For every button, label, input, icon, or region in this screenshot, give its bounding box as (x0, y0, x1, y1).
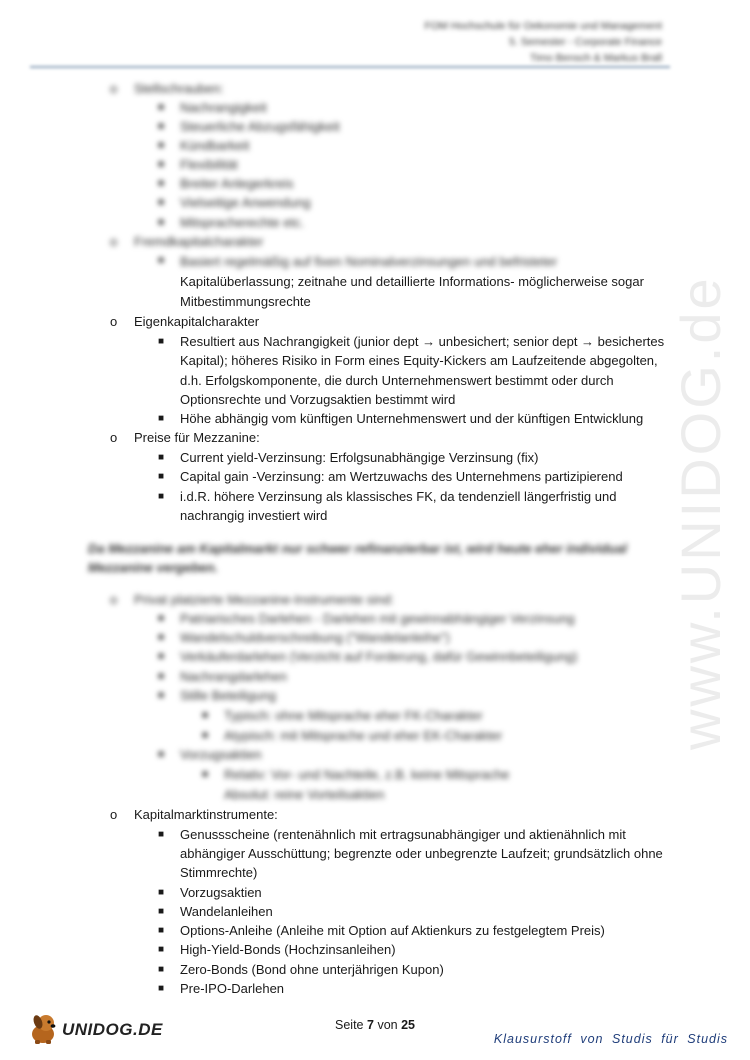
bullet-square: ■ (158, 887, 165, 898)
list-item: Capital gain -Verzinsung: am Wertzuwachs des Unternehmens partizipierend (180, 469, 623, 484)
text-line: Optionsrechte und Vorzugsaktien bestimmt wird (180, 392, 456, 407)
list-item: Zero-Bonds (Bond ohne unterjährigen Kupon) (180, 962, 444, 977)
bullet-square: ■ (158, 413, 165, 424)
bullet-square: ■ (202, 730, 209, 741)
header-line-3: Timo Bensch & Markus Brall (529, 52, 662, 64)
list-item: Breiter Anlegerkreis (180, 176, 294, 191)
page-of-label: von (377, 1018, 398, 1032)
note-line: Mezzanine vergeben. (88, 560, 219, 575)
watermark: www.UNIDOG.de (669, 275, 732, 750)
page-label: Seite (335, 1018, 364, 1032)
page-header (424, 18, 662, 66)
total-pages: 25 (401, 1018, 415, 1032)
header-line-2: 5. Semester - Corporate Finance (509, 36, 662, 48)
bullet-square: ■ (158, 925, 165, 936)
bullet-square: ■ (158, 983, 165, 994)
preise-heading: Preise für Mezzanine: (134, 430, 260, 445)
list-item: Options-Anleihe (Anleihe mit Option auf Aktienkurs zu festgelegtem Preis) (180, 923, 605, 938)
logo-text: UNIDOG.DE (62, 1020, 163, 1039)
bullet-square: ■ (158, 671, 165, 682)
bullet-square: ■ (158, 452, 165, 463)
current-page: 7 (367, 1018, 374, 1032)
list-item: Relativ: Vor- und Nachteile, z.B. keine Mitsprache (224, 767, 510, 782)
bullet-square: ■ (158, 964, 165, 975)
bullet-circle: o (110, 807, 118, 822)
list-item: Wandelanleihen (180, 904, 273, 919)
bullet-square: ■ (158, 491, 165, 502)
bullet-circle: o (110, 592, 118, 607)
text-line: d.h. Erfolgskomponente, die durch Unternehmenswert bestimmt oder durch (180, 373, 614, 388)
list-item: Genussscheine (rentenähnlich mit ertragsunabhängiger und aktienähnlich mit (180, 827, 626, 842)
list-item: Vorzugsaktien (180, 747, 262, 762)
bullet-square: ■ (158, 121, 165, 132)
text-line: Stimmrechte) (180, 865, 258, 880)
bullet-square: ■ (158, 159, 165, 170)
list-item: Stille Beteiligung (180, 688, 277, 703)
privat-heading: Privat platzierte Mezzanine-Instrumente sind: (134, 592, 395, 607)
list-item: Nachrangdarlehen (180, 669, 287, 684)
note-line: Da Mezzanine am Kapitalmarkt nur schwer refinanzierbar ist, wird heute eher individual (88, 541, 627, 556)
bullet-square: ■ (158, 690, 165, 701)
list-item: Current yield-Verzinsung: Erfolgsunabhängige Verzinsung (fix) (180, 450, 539, 465)
stellschrauben-heading: Stellschrauben: (134, 81, 224, 96)
bullet-square: ■ (158, 906, 165, 917)
bullet-square: ■ (158, 255, 165, 266)
list-item: Resultiert aus Nachrangigkeit (junior dept → unbesichert; senior dept → besichertes (180, 334, 665, 349)
bullet-square: ■ (158, 613, 165, 624)
bullet-square: ■ (158, 829, 165, 840)
page-number (0, 1018, 750, 1032)
list-item: Basiert regelmäßig auf fixen Nominalverzinsungen und befristeter (180, 254, 558, 269)
list-item: Pre-IPO-Darlehen (180, 981, 285, 996)
bullet-square: ■ (158, 102, 165, 113)
text-line: Kapital); höheres Risiko in Form eines Equity-Kickers am Laufzeitende abgegolten, (180, 353, 658, 368)
list-item: Höhe abhängig vom künftigen Unternehmenswert und der künftigen Entwicklung (180, 411, 644, 426)
list-item: Kündbarkeit (180, 138, 250, 153)
bullet-square: ■ (158, 217, 165, 228)
bullet-square: ■ (158, 632, 165, 643)
header-line-1: FOM Hochschule für Oekonomie und Management (424, 20, 662, 32)
text-line: abhängiger Ausschüttung; begrenzte oder unbegrenzte Laufzeit; grundsätzlich ohne (180, 846, 663, 861)
list-item: Verkäuferdarlehen (Verzicht auf Forderung, dafür Gewinnbeteiligung) (180, 649, 578, 664)
bullet-square: ■ (158, 178, 165, 189)
list-item: Absolut: reine Vorteilsaktien (224, 787, 385, 802)
bullet-square: ■ (158, 471, 165, 482)
list-item: Mitspracherechte etc. (180, 215, 305, 230)
bullet-square: ■ (202, 769, 209, 780)
list-item: Patriarisches Darlehen - Darlehen mit gewinnabhängiger Verzinsung (180, 611, 575, 626)
bullet-circle: o (110, 81, 118, 96)
list-item: Atypisch: mit Mitsprache und eher EK-Charakter (224, 728, 503, 743)
bullet-square: ■ (158, 197, 165, 208)
list-item: Wandelschuldverschreibung ("Wandelanleihe") (180, 630, 450, 645)
list-item: Nachrangigkeit (180, 100, 267, 115)
bullet-square: ■ (202, 710, 209, 721)
list-item: Vorzugsaktien (180, 885, 262, 900)
bullet-circle: o (110, 314, 118, 329)
bullet-circle: o (110, 234, 118, 249)
text-line: Kapitalüberlassung; zeitnahe und detaillierte Informations- möglicherweise sogar (180, 274, 644, 289)
list-item: Typisch: ohne Mitsprache eher FK-Charakter (224, 708, 483, 723)
list-item: Steuerliche Abzugsfähigkeit (180, 119, 340, 134)
list-item: Vielseitige Anwendung (180, 195, 311, 210)
bullet-circle: o (110, 430, 118, 445)
text-line: Mitbestimmungsrechte (180, 294, 311, 309)
bullet-square: ■ (158, 651, 165, 662)
list-item: i.d.R. höhere Verzinsung als klassisches FK, da tendenziell längerfristig und (180, 489, 617, 504)
list-item: High-Yield-Bonds (Hochzinsanleihen) (180, 942, 396, 957)
kapitalmarkt-heading: Kapitalmarktinstrumente: (134, 807, 278, 822)
bullet-square: ■ (158, 336, 165, 347)
bullet-square: ■ (158, 749, 165, 760)
list-item: Flexibilität (180, 157, 238, 172)
fremdkapital-heading: Fremdkapitalcharakter (134, 234, 264, 249)
footer-tagline: Klausurstoff von Studis für Studis (493, 1032, 728, 1046)
header-divider (30, 66, 670, 68)
eigenkapital-heading: Eigenkapitalcharakter (134, 314, 260, 329)
text-line: nachrangig investiert wird (180, 508, 328, 523)
bullet-square: ■ (158, 944, 165, 955)
bullet-square: ■ (158, 140, 165, 151)
